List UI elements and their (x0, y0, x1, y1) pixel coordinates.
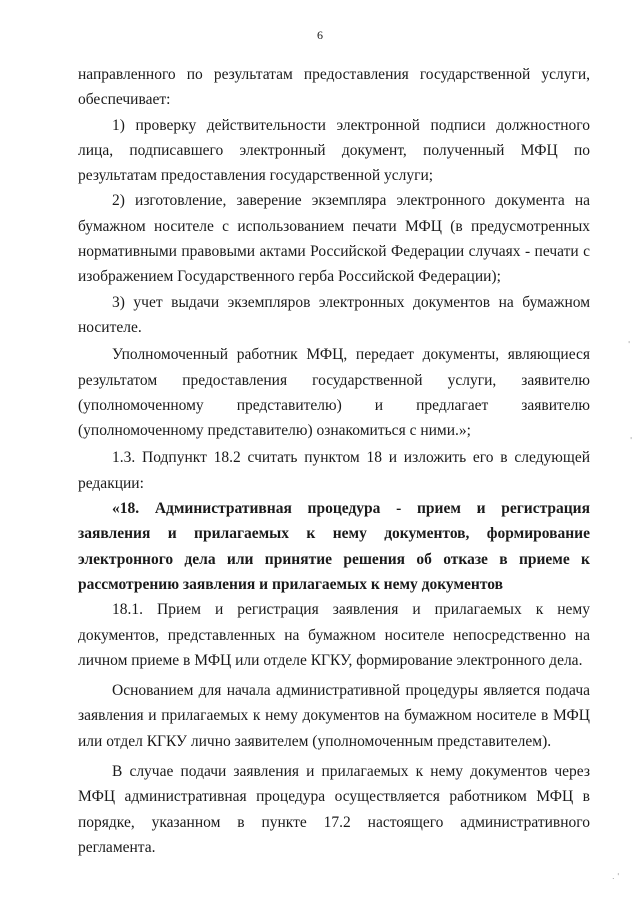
paragraph-item-3: 3) учет выдачи экземпляров электронных документов на бумажном носителе. (78, 293, 590, 336)
scan-mark-right: ' (628, 340, 631, 349)
paragraph-authorized-worker: Уполномоченный работник МФЦ, передает документы, являющиеся результатом предоставления государственной услуги, заявителю (уполномоченному представителю) и предлагает заявителю (уполномоченному представителю) ознакомиться с ними.»; (78, 346, 590, 440)
scan-mark-right-lower: ' (630, 436, 633, 445)
paragraph-intro: направленного по результатам предоставления государственной услуги, обеспечивает: (78, 66, 590, 109)
paragraph-basis: Основанием для начала административной процедуры является подача заявления и прилагаемых к нему документов на бумажном носителе в МФЦ или отдел КГКУ лично заявителем (уполномоченным представителем). (78, 682, 590, 750)
paragraph-item-1: 1) проверку действительности электронной подписи должностного лица, подписавшего электронный документ, полученный МФЦ по результатам предоставления государственной услуги; (78, 116, 590, 185)
paragraph-item-2: 2) изготовление, заверение экземпляра электронного документа на бумажном носителе с использованием печати МФЦ (в предусмотренных нормативными правовыми актами Российской Федерации случаях - печати с изображением Государственного герба Российской Федерации); (78, 192, 590, 286)
page-number: 6 (317, 28, 323, 42)
paragraph-1-3: 1.3. Подпункт 18.2 считать пунктом 18 и изложить его в следующей редакции: (78, 449, 590, 492)
section-heading-18: «18. Административная процедура - прием и регистрация заявления и прилагаемых к нему документов, формирование электронного дела или принятие решения об отказе в приеме к рассмотрению заявления и прилагаемых к нему документов (78, 500, 590, 593)
scan-mark-bottom: . ' (612, 872, 620, 881)
paragraph-mfc-submission: В случае подачи заявления и прилагаемых к нему документов через МФЦ административная процедура осуществляется работником МФЦ в порядке, указанном в пункте 17.2 настоящего административного регламента. (78, 763, 590, 856)
document-body (78, 62, 590, 860)
paragraph-18-1: 18.1. Прием и регистрация заявления и прилагаемых к нему документов, представленных на бумажном носителе непосредственно на личном приеме в МФЦ или отделе КГКУ, формирование электронного дела. (78, 601, 590, 669)
